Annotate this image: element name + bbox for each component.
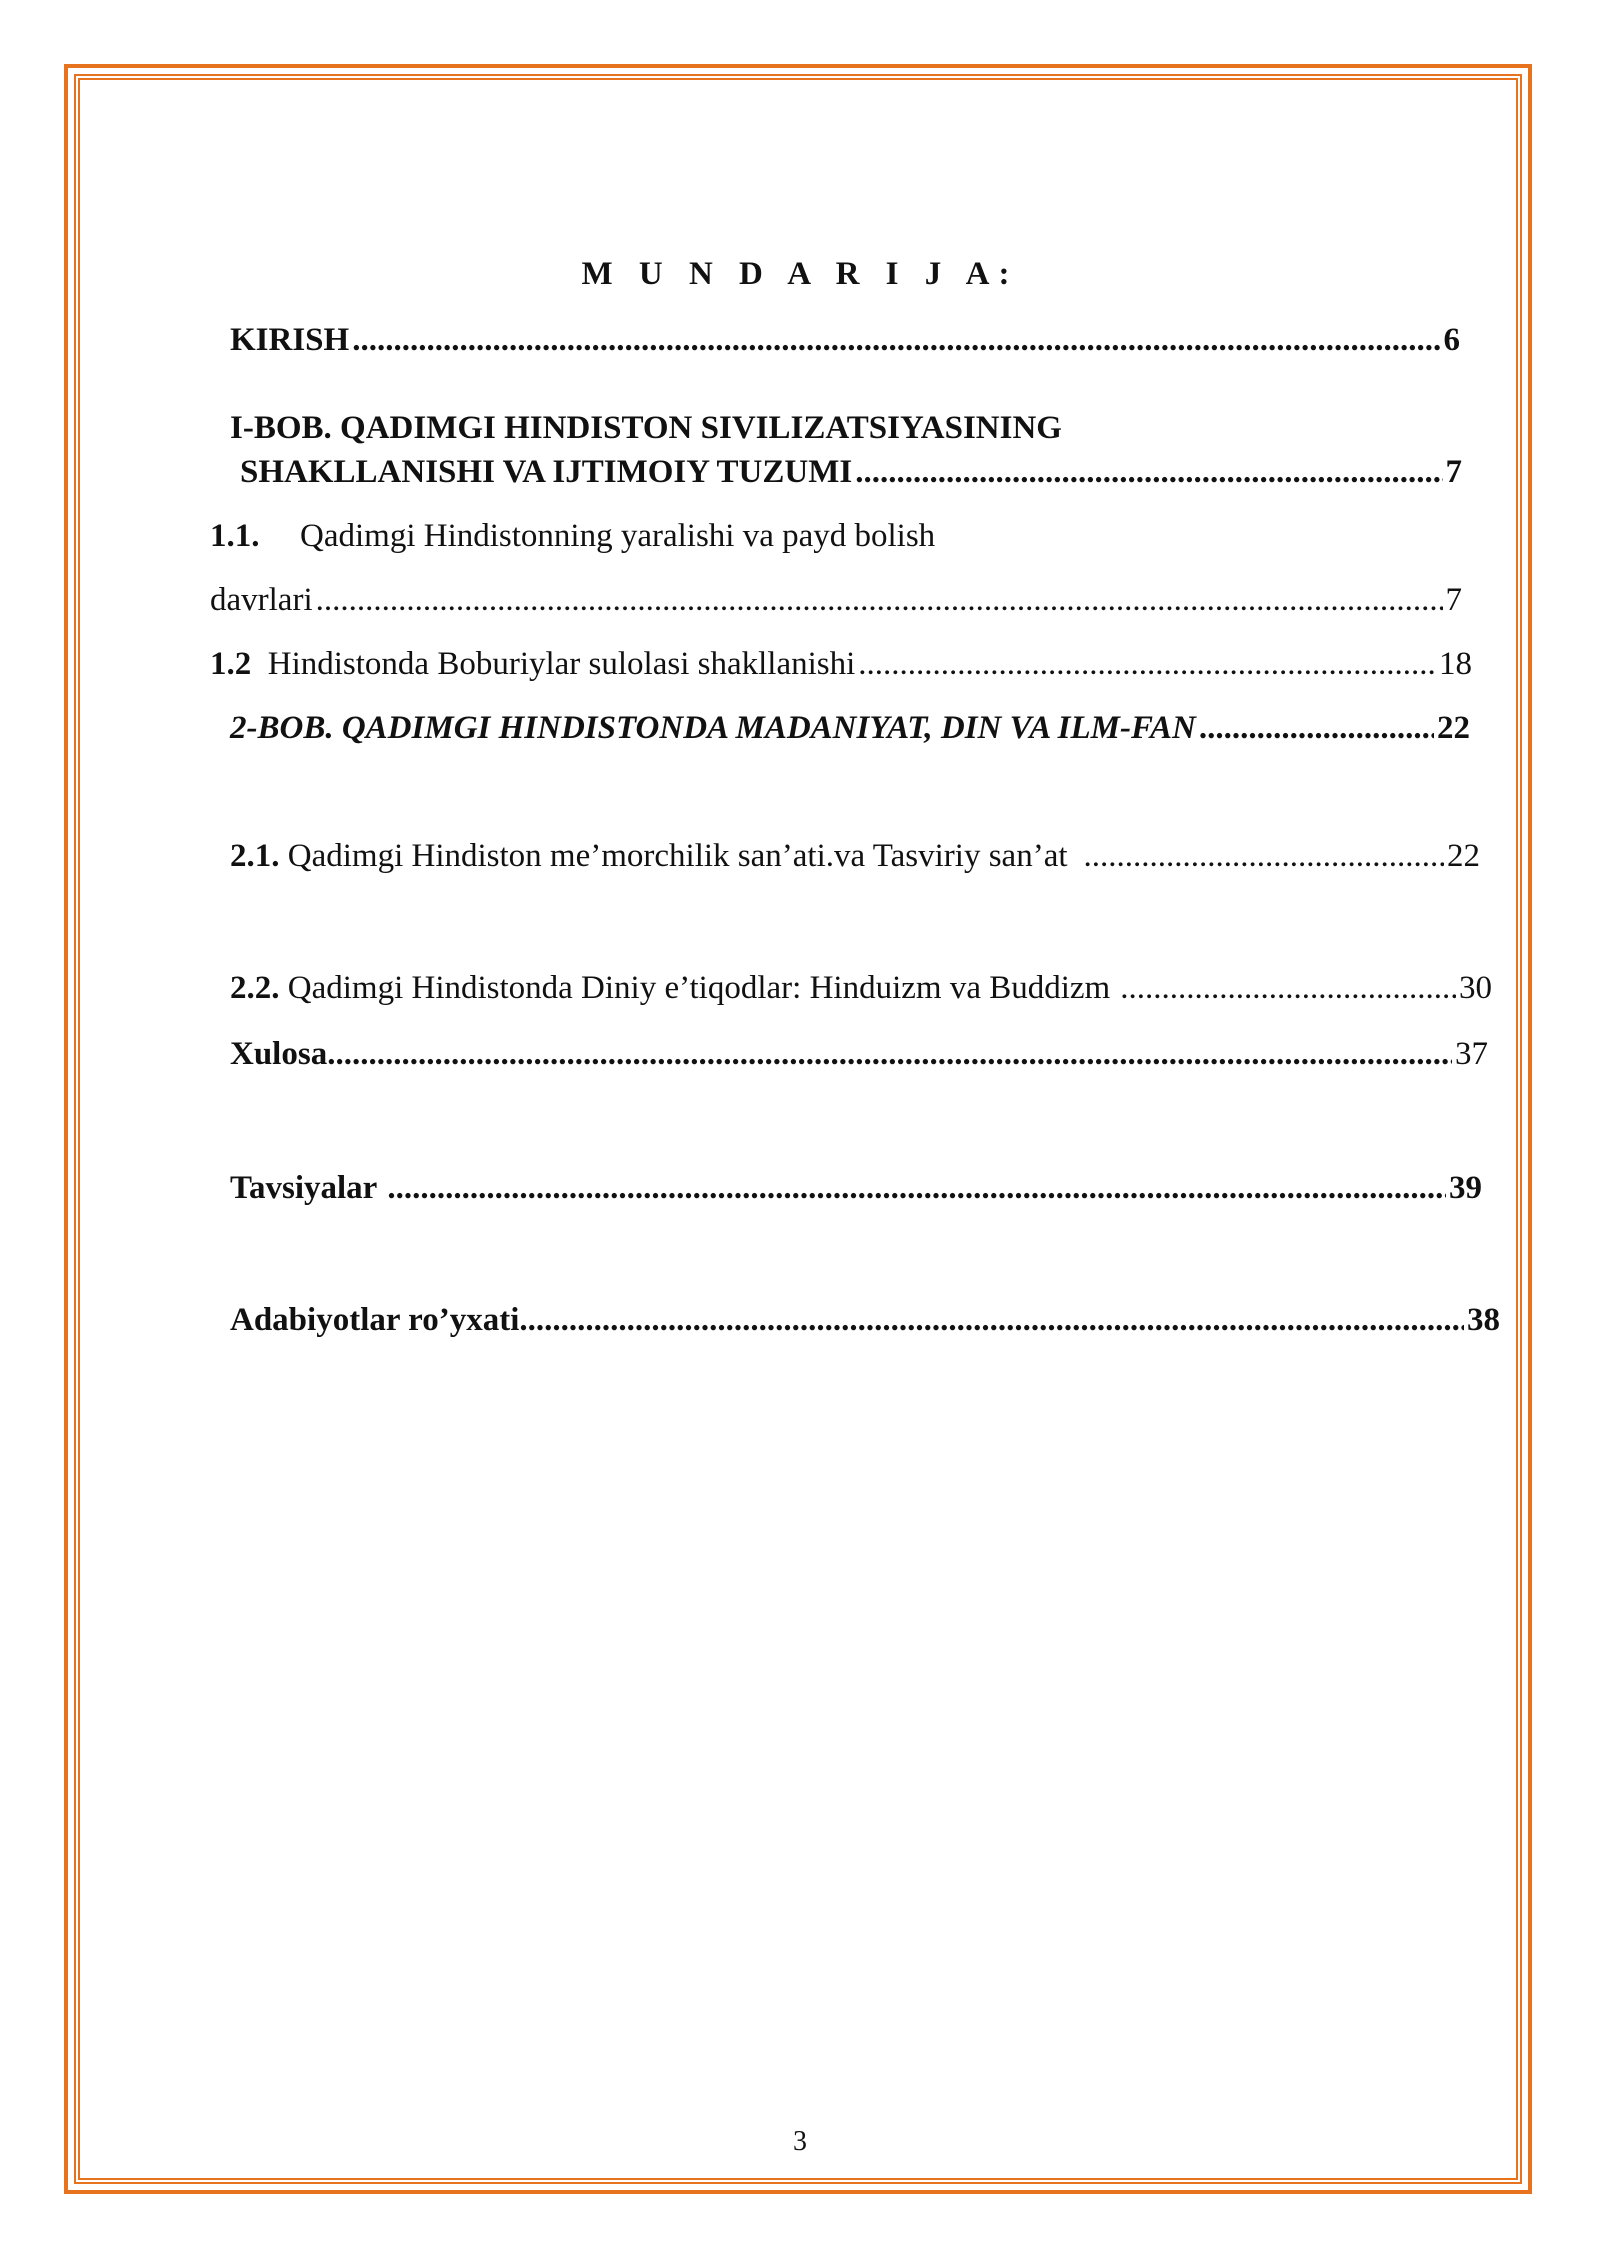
dot-leader bbox=[316, 582, 1443, 619]
dot-leader bbox=[519, 1302, 1464, 1339]
toc-page-number: 22 bbox=[1447, 838, 1480, 874]
toc-entry-label bbox=[230, 838, 1068, 875]
page-border-inner bbox=[74, 74, 1522, 2184]
toc-page-number: 7 bbox=[1445, 582, 1462, 618]
toc-entry-text: Qadimgi Hindistonda Diniy e’tiqodlar: Hinduizm va Buddizm bbox=[287, 970, 1111, 1006]
dot-leader bbox=[387, 1170, 1446, 1207]
toc-entry-tavsiyalar[interactable] bbox=[230, 1170, 1482, 1207]
toc-entry-label: KIRISH bbox=[230, 322, 350, 358]
toc-entry-kirish[interactable] bbox=[230, 322, 1460, 359]
dot-leader bbox=[858, 646, 1436, 683]
toc-entry-text: Hindistonda Boburiylar sulolasi shakllanishi bbox=[267, 646, 856, 682]
toc-page-number: 30 bbox=[1459, 970, 1492, 1006]
toc-entry-label bbox=[230, 970, 1110, 1007]
dot-leader bbox=[1084, 838, 1444, 875]
toc-page-number: 6 bbox=[1443, 322, 1460, 358]
dot-leader bbox=[352, 322, 1440, 359]
toc-entry-label: Tavsiyalar bbox=[230, 1170, 378, 1206]
toc-entry-label: Qadimgi Hindistonning yaralishi va payd bolish bbox=[300, 518, 936, 554]
toc-entry-label: davrlari bbox=[210, 582, 313, 618]
toc-entry-label: SHAKLLANISHI VA IJTIMOIY TUZUMI bbox=[240, 454, 853, 490]
toc-entry-bob1-line1[interactable]: I-BOB. QADIMGI HINDISTON SIVILIZATSIYASINING bbox=[230, 410, 1062, 446]
toc-entry-label: Xulosa bbox=[230, 1036, 328, 1072]
toc-entry-text: Qadimgi Hindiston me’morchilik san’ati.va Tasviriy san’at bbox=[287, 838, 1068, 874]
toc-page-number: 39 bbox=[1449, 1170, 1482, 1206]
dot-leader bbox=[327, 1036, 1452, 1073]
dot-leader bbox=[1120, 970, 1456, 1007]
section-number: 1.2 bbox=[210, 646, 252, 682]
dot-leader bbox=[1199, 710, 1434, 747]
section-number: 2.1. bbox=[230, 838, 280, 874]
toc-page-number: 22 bbox=[1437, 710, 1470, 746]
section-number: 2.2. bbox=[230, 970, 280, 1006]
toc-entry-bob2[interactable] bbox=[230, 710, 1470, 747]
toc-entry-label: Adabiyotlar ro’yxati bbox=[230, 1302, 520, 1338]
toc-entry-xulosa[interactable] bbox=[230, 1036, 1488, 1073]
toc-entry-adabiyotlar[interactable] bbox=[230, 1302, 1500, 1339]
toc-entry-1-2[interactable] bbox=[210, 646, 1472, 683]
toc-title: M U N D A R I J A: bbox=[581, 256, 1019, 292]
toc-page-number: 37 bbox=[1455, 1036, 1488, 1072]
page-number: 3 bbox=[793, 2126, 807, 2157]
dot-leader bbox=[855, 454, 1442, 491]
toc-page-number: 18 bbox=[1439, 646, 1472, 682]
toc-entry-1-1[interactable] bbox=[210, 582, 1462, 619]
toc-entry-label bbox=[210, 646, 855, 683]
toc-entry-label: 2-BOB. QADIMGI HINDISTONDA MADANIYAT, DIN VA ILM-FAN bbox=[230, 710, 1196, 746]
section-number: 1.1. bbox=[210, 518, 260, 554]
toc-entry-2-2[interactable] bbox=[230, 970, 1492, 1007]
toc-entry-1-1-line1[interactable] bbox=[210, 518, 935, 555]
toc-page-number: 7 bbox=[1445, 454, 1462, 490]
toc-entry-bob1[interactable] bbox=[240, 454, 1462, 491]
toc-entry-2-1[interactable] bbox=[230, 838, 1480, 875]
toc-page-number: 38 bbox=[1467, 1302, 1500, 1338]
